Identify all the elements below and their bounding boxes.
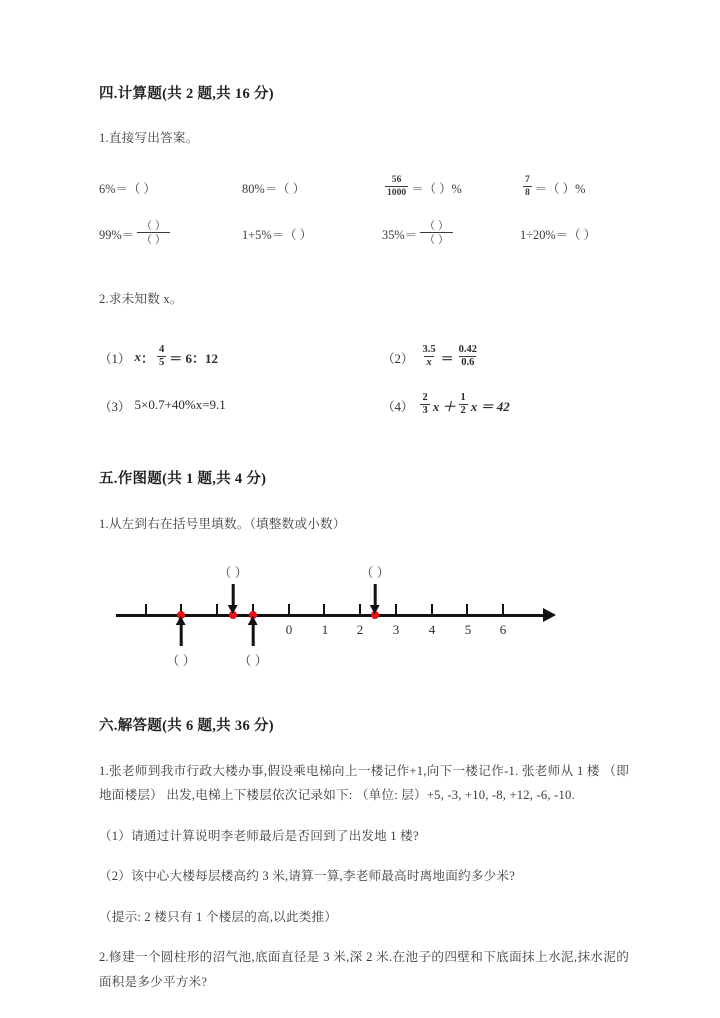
fill-row-1 bbox=[99, 171, 629, 205]
equation-1: （1） x ： $\frac{4}{5}$ ＝ 6：12 bbox=[99, 343, 219, 369]
fraction-1-2: $\frac{1}{2}$ bbox=[460, 391, 466, 417]
problem-label-4-2: 2.求未知数 x。 bbox=[99, 291, 183, 306]
fill-item-6-percent: 6%＝（ ） bbox=[99, 181, 156, 196]
number-line-blank-below-1: （ ） bbox=[166, 653, 196, 669]
number-line-blank-below-2: （ ） bbox=[238, 653, 268, 669]
equation-1-variable: x bbox=[134, 349, 141, 365]
number-line-label-6: 6 bbox=[499, 622, 507, 638]
number-line-label-5: 5 bbox=[464, 622, 472, 638]
equation-row-2 bbox=[99, 385, 629, 425]
fill-item-7-over-8: $\frac{7}{8}$ ＝（ ）% bbox=[525, 174, 586, 198]
number-line-blank-above-2: （ ） bbox=[360, 565, 390, 581]
equation-1-rhs: ＝ 6：12 bbox=[169, 350, 219, 366]
fraction-2-3: $\frac{2}{3}$ bbox=[422, 391, 428, 417]
problem-6-1: 1.张老师到我市行政大楼办事,假设乘电梯向上一楼记作+1,向下一楼记作-1. 张老师从 1 楼 （即地面楼层） 出发,电梯上下楼层依次记录如下: （单位: 层）+5, -3, +10, -8, +12, -6, -10. bbox=[99, 763, 629, 803]
number-line-tick bbox=[466, 604, 468, 615]
problem-6-1-hint: （提示: 2 楼只有 1 个楼层的高,以此类推） bbox=[99, 909, 338, 924]
section-heading-five: 五.作图题(共 1 题,共 4 分) bbox=[99, 471, 267, 488]
number-line-tick bbox=[323, 604, 325, 615]
number-line-tick bbox=[145, 604, 147, 615]
number-line-tick bbox=[431, 604, 433, 615]
number-line-tick bbox=[288, 604, 290, 615]
fraction-56-1000: $\frac{56}{1000}$ bbox=[387, 174, 407, 198]
number-line-figure bbox=[99, 562, 629, 674]
problem-6-1-part-1: （1）请通过计算说明李老师最后是否回到了出发地 1 楼? bbox=[99, 828, 419, 843]
section-heading-six: 六.解答题(共 6 题,共 36 分) bbox=[99, 718, 274, 735]
fill-item-99-percent: 99%＝ $\frac{( )}{( )}$ bbox=[99, 217, 173, 251]
number-line-label-0: 0 bbox=[285, 622, 293, 638]
number-line-label-4: 4 bbox=[428, 622, 436, 638]
number-line-arrow-down-icon bbox=[374, 584, 377, 606]
number-line-arrow-down-icon bbox=[232, 584, 235, 606]
fraction-4-5: $\frac{4}{5}$ bbox=[159, 343, 165, 369]
page-content bbox=[99, 84, 629, 1010]
number-line-arrow-up-icon bbox=[180, 624, 183, 646]
number-line-label-3: 3 bbox=[392, 622, 400, 638]
equation-3-body: 5×0.7+40%x=9.1 bbox=[134, 397, 226, 413]
fraction-3point5-x: $\frac{3.5}{x}$ bbox=[422, 343, 436, 369]
fill-item-56-over-1000: $\frac{56}{1000}$ ＝（ ）% bbox=[387, 174, 462, 198]
fill-item-1-plus-5-percent: 1+5%＝（ ） bbox=[242, 227, 312, 242]
fill-row-2 bbox=[99, 217, 629, 251]
fraction-7-8: $\frac{7}{8}$ bbox=[525, 174, 530, 198]
number-line-tick bbox=[359, 604, 361, 615]
number-line-label-1: 1 bbox=[321, 622, 329, 638]
fraction-0point42-0point6: $\frac{0.42}{0.6}$ bbox=[458, 343, 477, 369]
problem-label-5-1: 1.从左到右在括号里填数。（填整数或小数） bbox=[99, 516, 346, 531]
problem-label-4-1: 1.直接写出答案。 bbox=[99, 131, 199, 146]
fill-item-80-percent: 80%＝（ ） bbox=[242, 181, 305, 196]
number-line-tick bbox=[216, 604, 218, 615]
number-line-arrow-up-icon bbox=[252, 624, 255, 646]
number-line-blank-above-1: （ ） bbox=[218, 565, 248, 581]
equation-row-1 bbox=[99, 337, 629, 377]
number-line-label-2: 2 bbox=[356, 622, 364, 638]
problem-6-2: 2.修建一个圆柱形的沼气池,底面直径是 3 米,深 2 米.在池子的四壁和下底面抹上水泥,抹水泥的面积是多少平方米? bbox=[99, 950, 629, 989]
equation-4: （4） $\frac{2}{3}$ x ＋ $\frac{1}{2}$ x ＝ 42 bbox=[382, 391, 510, 417]
equation-2: （2） $\frac{3.5}{x}$ ＝ $\frac{0.42}{0.6}$ bbox=[382, 343, 477, 369]
number-line-tick bbox=[502, 604, 504, 615]
number-line-arrowhead-icon bbox=[543, 608, 556, 622]
fill-item-1-div-20-percent: 1÷20%＝（ ） bbox=[520, 227, 596, 242]
equation-3: （3） 5×0.7+40%x=9.1 bbox=[99, 397, 226, 414]
section-heading-four: 四.计算题(共 2 题,共 16 分) bbox=[99, 86, 274, 102]
fraction-blank-over-blank-1: $\frac{( )}{( )}$ bbox=[137, 220, 170, 247]
problem-6-1-part-2: （2）该中心大楼每层楼高约 3 米,请算一算,李老师最高时离地面约多少米? bbox=[99, 869, 515, 884]
number-line-tick bbox=[395, 604, 397, 615]
fill-item-35-percent: 35%＝ $\frac{( )}{( )}$ bbox=[382, 217, 456, 251]
fraction-blank-over-blank-2: $\frac{( )}{( )}$ bbox=[420, 220, 453, 247]
